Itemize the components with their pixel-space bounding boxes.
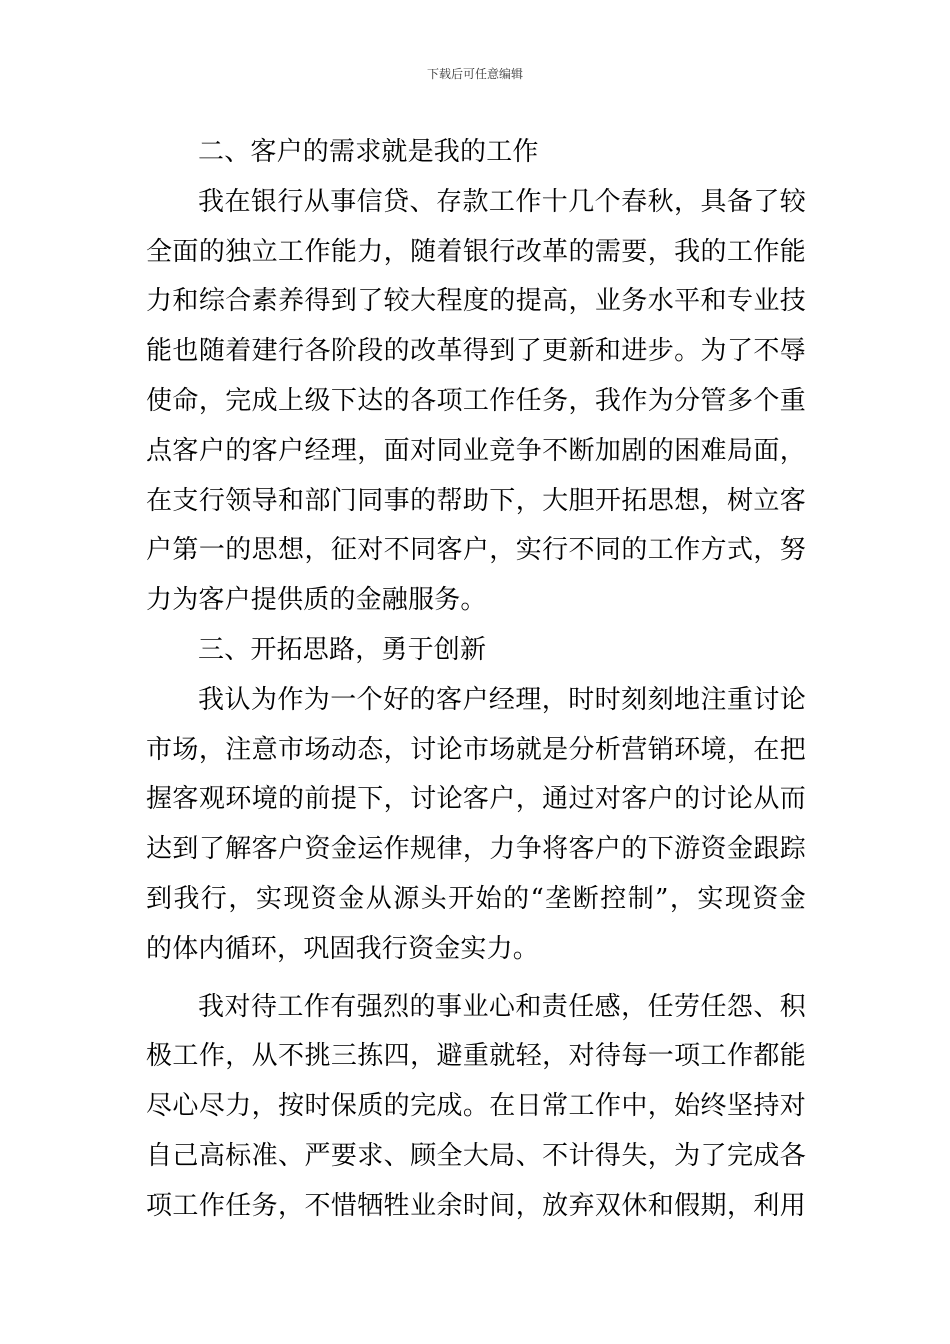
text-line: 户第一的思想，征对不同客户，实行不同的工作方式，努 [146,535,806,566]
text-line: 尽心尽力，按时保质的完成。在日常工作中，始终坚持对 [146,1091,806,1122]
page-header: 下载后可任意编辑 [426,67,523,81]
text-line: 达到了解客户资金运作规律，力争将客户的下游资金跟踪 [146,834,806,865]
section-heading: 三、开拓思路，勇于创新 [198,634,487,665]
text-line: 在支行领导和部门同事的帮助下，大胆开拓思想，树立客 [146,485,806,516]
text-line: 全面的独立工作能力，随着银行改革的需要，我的工作能 [146,236,806,267]
text-line: 能也随着建行各阶段的改革得到了更新和进步。为了不辱 [146,336,806,367]
section-heading: 二、客户的需求就是我的工作 [198,137,539,167]
text-line: 自己高标准、严要求、顾全大局、不计得失，为了完成各 [146,1140,806,1171]
text-line: 极工作，从不挑三拣四，避重就轻，对待每一项工作都能 [146,1041,806,1072]
paragraph-gap [146,975,806,983]
text-line: 我对待工作有强烈的事业心和责任感，任劳任怨、积 [198,991,806,1022]
text-line: 点客户的客户经理，面对同业竞争不断加剧的困难局面， [146,435,806,466]
text-line: 项工作任务，不惜牺牲业余时间，放弃双休和假期，利用 [146,1190,806,1221]
text-line: 力为客户提供质的金融服务。 [146,585,487,616]
document-body [146,128,806,1232]
text-line: 我认为作为一个好的客户经理，时时刻刻地注重讨论 [198,684,806,715]
text-line: 市场，注意市场动态，讨论市场就是分析营销环境，在把 [146,734,806,765]
text-line: 握客观环境的前提下，讨论客户，通过对客户的讨论从而 [146,784,806,815]
text-line: 到我行，实现资金从源头开始的“垄断控制”，实现资金 [146,883,806,914]
text-line: 使命，完成上级下达的各项工作任务，我作为分管多个重 [146,385,806,416]
text-line: 的体内循环，巩固我行资金实力。 [146,933,540,964]
text-line: 力和综合素养得到了较大程度的提高，业务水平和专业技 [146,286,806,317]
text-line: 我在银行从事信贷、存款工作十几个春秋，具备了较 [198,186,806,217]
